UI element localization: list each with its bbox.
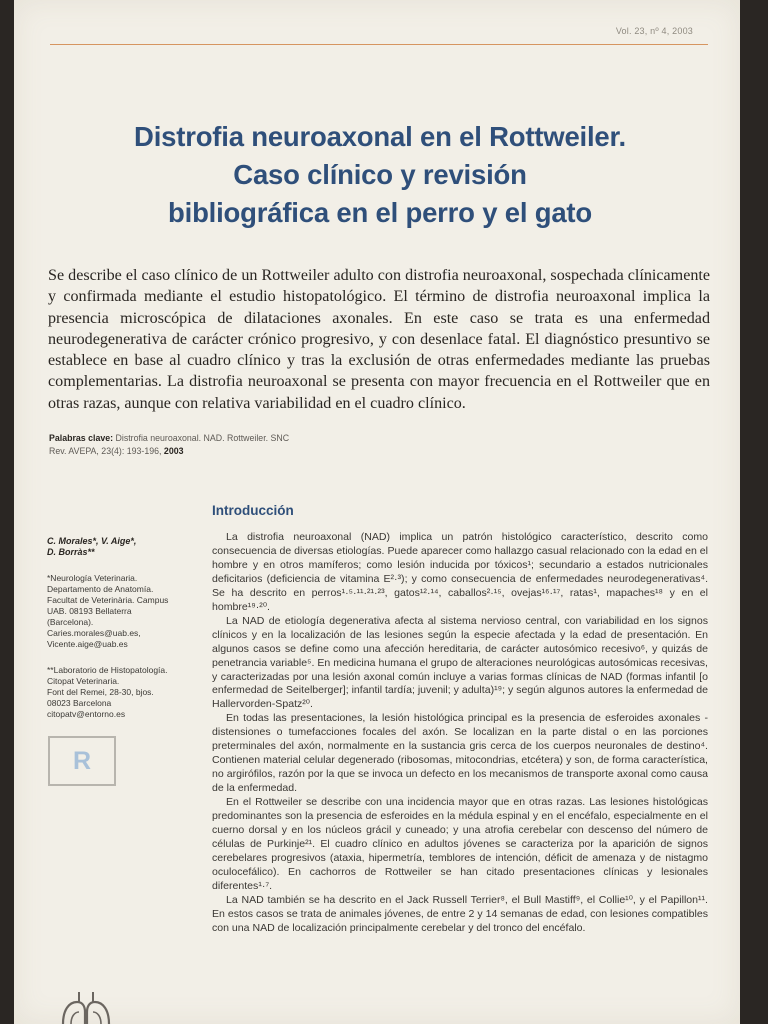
keywords-label: Palabras clave: xyxy=(49,433,114,443)
affiliation-2 xyxy=(47,665,168,720)
affiliation-line: Departamento de Anatomía. xyxy=(47,584,154,594)
review-badge-letter: R xyxy=(72,746,92,775)
article-title xyxy=(50,118,710,232)
body-paragraph: En el Rottweiler se describe con una incidencia mayor que en otras razas. Las lesiones histológicas predominantes son la presencia de esferoides en la médula espinal y en el encéfalo, especialmente en el cuerno dorsal y en los núcleos grácil y cuneado; y una atrofia cerebelar con descenso del número de células de Purkinje²¹. El cuadro clínico en adultos jóvenes se caracteriza por la aparición de signos cerebelares progresivos (ataxia, hipermetría, temblores de intención, déficit de amenaza y de nistagmo oculocefálico). En cachorros de Rottweiler se han citado presentaciones clínicas y lesionales diferentes¹·⁷. xyxy=(212,796,708,892)
affiliation-line: (Barcelona). xyxy=(47,617,94,627)
affiliation-email: citopatv@entorno.es xyxy=(47,709,126,719)
keywords-block xyxy=(49,432,289,457)
affiliation-line: Citopat Veterinaria. xyxy=(47,676,120,686)
authors-line-2: D. Borràs** xyxy=(47,547,95,557)
review-badge xyxy=(48,736,116,786)
title-line-2: Caso clínico y revisión xyxy=(233,159,527,190)
affiliation-line: **Laboratorio de Histopatología. xyxy=(47,665,168,675)
affiliation-line: UAB. 08193 Bellaterra xyxy=(47,606,132,616)
citation-year: 2003 xyxy=(163,445,184,456)
affiliation-line: *Neurología Veterinaria. xyxy=(47,573,138,583)
affiliation-line: 08023 Barcelona xyxy=(47,698,112,708)
affiliation-line: Facultat de Veterinària. Campus xyxy=(47,595,169,605)
body-paragraph: La NAD de etiología degenerativa afecta al sistema nervioso central, con variabilidad en los signos clínicos y en la localización de las lesiones según la especie afectada y la edad de presentación. En algunos casos se define como una afección hereditaria, de carácter autosómico recesivo⁶, y quizás de penetrancia variable⁵. En medicina humana el grupo de alteraciones neurológicas autosómicas recesivas, y caracterizadas por una lesión axonal común incluye a varias formas clínicas de NAD (formas infantil [o enfermedad de Seitelberger]; infantil tardía; juvenil; y adulta)¹⁹; y según algunos autores la enfermedad de Hallervorden-Spatz²⁰. xyxy=(212,614,708,711)
body-paragraph: La distrofia neuroaxonal (NAD) implica un patrón histológico característico, descrito como consecuencia de diversas etiologías. Puede aparecer como hallazgo casual relacionado con la edad en el hombre y en otros mamíferos; como lesión inducida por tóxicos¹; secundario a estados nutricionales deficitarios (deficiencia de vitamina E²·³); y como consecuencia de enfermedades neurodegenerativas⁴. Se ha descrito en perros¹·⁵·¹¹·²¹·²³, gatos¹²·¹⁴, caballos²·¹⁵, ovejas¹⁶·¹⁷, ratas¹, mapaches¹⁸ y en el hombre¹⁹·²⁰. xyxy=(212,531,708,613)
journal-page xyxy=(14,0,740,1024)
keywords-text: Distrofia neuroaxonal. NAD. Rottweiler. SNC xyxy=(115,433,290,443)
affiliation-email: Vicente.aige@uab.es xyxy=(47,639,128,649)
citation: Rev. AVEPA, 23(4): 193-196, xyxy=(49,445,162,456)
issue-info: Vol. 23, nº 4, 2003 xyxy=(615,26,693,36)
body-paragraph: La NAD también se ha descrito en el Jack Russell Terrier⁸, el Bull Mastiff⁹, el Collie¹⁰, y el Papillon¹¹. En estos casos se trata de animales jóvenes, de entre 2 y 14 semanas de edad, con lesiones compatibles con una NAD de localización principalmente cerebelar y del tronco del encéfalo. xyxy=(212,893,708,934)
abstract: Se describe el caso clínico de un Rottweiler adulto con distrofia neuroaxonal, sospechada clínicamente y confirmada mediante el estudio histopatológico. El término de distrofia neuroaxonal implica la presencia microscópica de dilataciones axonales. En este caso se trata es una enfermedad neurodegenerativa de carácter crónico progresivo, y con desenlace fatal. El diagnóstico presuntivo se establece en base al cuadro clínico y tras la exclusión de otras enfermedades mediante las pruebas complementarias. La distrofia neuroaxonal se presenta con mayor frecuencia en el Rottweiler que en otras razas, aunque con relativa variabilidad en el cuadro clínico. xyxy=(48,267,710,412)
article-body xyxy=(212,531,708,936)
authors xyxy=(47,536,136,558)
affiliation-line: Font del Remei, 28-30, bjos. xyxy=(47,687,154,697)
journal-logo-icon xyxy=(57,990,115,1024)
title-line-1: Distrofia neuroaxonal en el Rottweiler. xyxy=(134,121,626,152)
title-line-3: bibliográfica en el perro y el gato xyxy=(168,197,592,228)
section-heading: Introducción xyxy=(212,503,294,518)
authors-line-1: C. Morales*, V. Aige*, xyxy=(47,536,137,546)
header-rule xyxy=(50,44,708,45)
affiliation-email: Caries.morales@uab.es, xyxy=(47,628,141,638)
affiliation-1 xyxy=(47,573,168,650)
body-paragraph: En todas las presentaciones, la lesión histológica principal es la presencia de esferoides axonales - distensiones o tumefacciones focales del axón. Se localizan en la parte distal o en las porciones preterminales del axón, normalmente en la sustancia gris cerca de los cuerpos neuronales de destino⁴. Contienen material celular degenerado (ribosomas, mitocondrias, etcétera) y son, de forma característica, no argirófilos, razón por la que se invoca un defecto en los mecanismos de transporte axonal como causa de la enfermedad. xyxy=(212,712,708,795)
